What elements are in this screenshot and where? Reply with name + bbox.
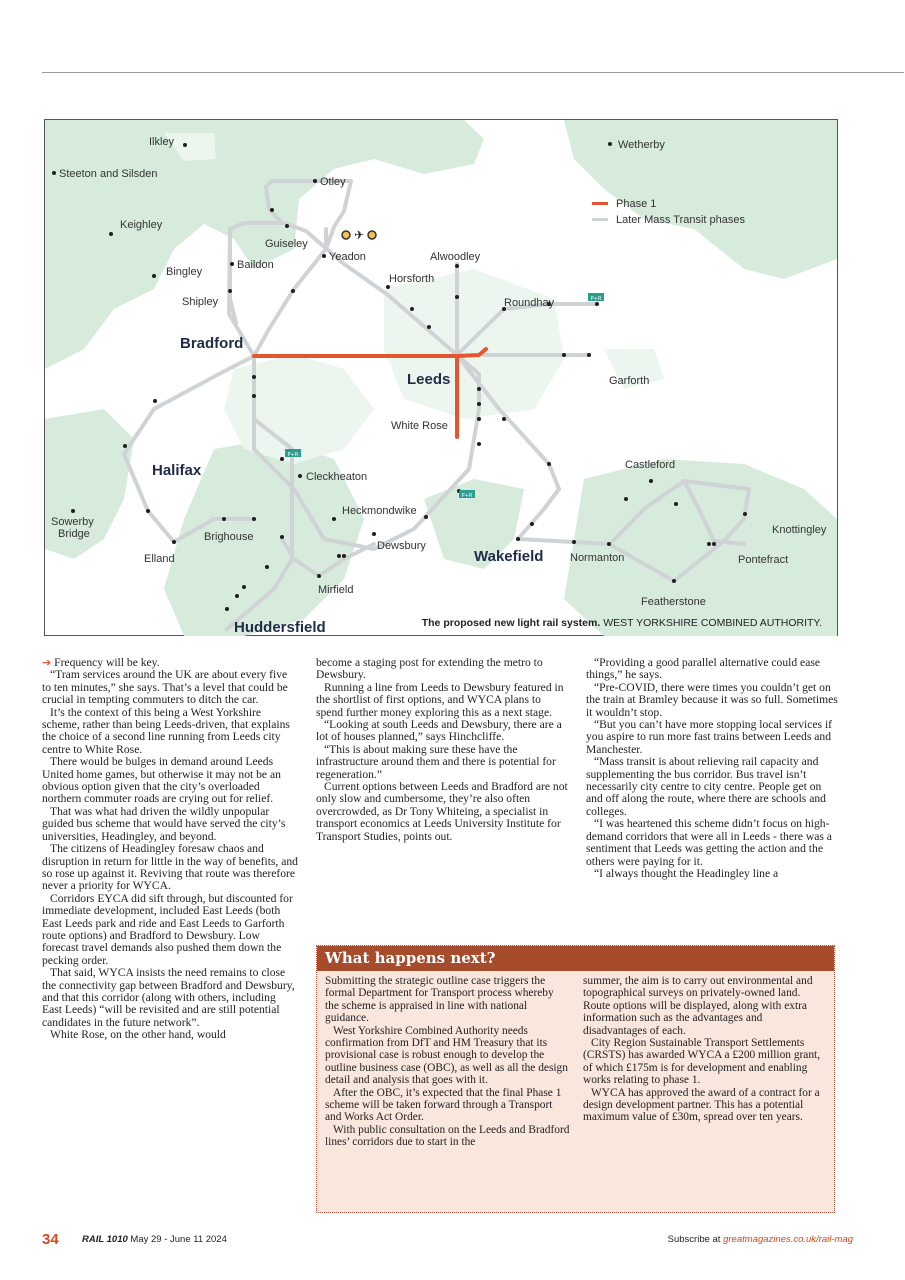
article-column-3 <box>586 657 838 880</box>
paragraph: With public consultation on the Leeds and Bradford lines’ corridors due to start in the <box>325 1123 570 1149</box>
paragraph: “Looking at south Leeds and Dewsbury, there are a lot of houses planned,” says Hinchcliffe. <box>316 718 562 744</box>
paragraph: “Providing a good parallel alternative could ease things,” he says. <box>586 656 820 682</box>
label-bradford: Bradford <box>180 335 244 352</box>
label-ilkley: Ilkley <box>149 136 175 148</box>
label-baildon: Baildon <box>237 259 274 271</box>
transit-map <box>44 119 838 636</box>
paragraph: There would be bulges in demand around Leeds United home games, but otherwise it may not be an obvious option given that the city’s overloaded northern commuter roads are crying out for relief. <box>42 755 281 806</box>
label-leeds: Leeds <box>407 371 451 388</box>
paragraph: After the OBC, it’s expected that the final Phase 1 scheme will be taken forward through a Transport and Works Act Order. <box>325 1086 562 1124</box>
paragraph: Corridors EYCA did sift through, but discounted for immediate development, included East Leeds (both East Leeds park and ride and East Leeds to Garforth route options) and Bradford to Dewsbury. Low forecast travel demands also pushed them down the pecking order. <box>42 891 293 967</box>
article-column-2 <box>316 657 570 843</box>
label-huddersfield: Huddersfield <box>234 619 326 636</box>
paragraph: WYCA has approved the award of a contract for a design development partner. This has a potential maximum value of £30m, spread over ten years. <box>583 1086 820 1124</box>
label-keighley: Keighley <box>120 219 163 231</box>
label-featherstone: Featherstone <box>641 596 706 608</box>
label-dewsbury: Dewsbury <box>377 540 426 552</box>
box-title: What happens next? <box>317 946 834 971</box>
paragraph: become a staging post for extending the metro to Dewsbury. <box>316 656 543 682</box>
continuation-arrow-icon: ➔ <box>42 656 52 669</box>
paragraph: summer, the aim is to carry out environmental and topographical surveys on privately-owned land. Route options will be displayed, along with extra information such as the advantages and disadvantages of each. <box>583 975 813 1037</box>
box-column-1 <box>325 975 570 1149</box>
paragraph: The citizens of Headingley foresaw chaos and disruption in return for little in the way of benefits, and so rose up against it. Reviving that route was therefore never a priority for WYCA. <box>42 842 298 893</box>
label-yeadon: Yeadon <box>329 251 366 263</box>
label-alwoodley: Alwoodley <box>430 251 481 263</box>
paragraph: “I was heartened this scheme didn’t focus on high-demand corridors that were all in Leeds - there was a sentiment that Leeds was getting the action and the others were paying for it. <box>586 817 832 868</box>
box-column-2 <box>583 975 828 1124</box>
subscribe-line <box>668 1234 853 1245</box>
subscribe-link[interactable]: greatmagazines.co.uk/rail-mag <box>723 1234 853 1245</box>
label-knottingley: Knottingley <box>772 524 827 536</box>
paragraph: City Region Sustainable Transport Settlements (CRSTS) has awarded WYCA a £200 million grant, of which £175m is for development and enabling works relating to phase 1. <box>583 1037 821 1087</box>
paragraph: “Pre-COVID, there were times you couldn’t get on the train at Bramley because it was so full. Sometimes it wouldn’t stop. <box>586 680 838 719</box>
label-wetherby: Wetherby <box>618 139 665 151</box>
paragraph: “Mass transit is about relieving rail capacity and supplementing the bus corridor. Bus travel isn’t necessarily city centre to city centre. People get on and off along the route, where there are schools and colleges. <box>586 755 826 818</box>
park-and-ride-badge <box>459 490 475 499</box>
legend-later-phases: Later Mass Transit phases <box>616 214 746 226</box>
paragraph: Frequency will be key. <box>54 656 160 669</box>
paragraph: That said, WYCA insists the need remains to close the connectivity gap between Bradford and Dewsbury, and that this corridor (along with others, including East Leeds) “will be revisited and are still potential candidates in the future network”. <box>42 966 295 1029</box>
svg-text:P+R: P+R <box>590 296 602 302</box>
svg-text:✈: ✈ <box>353 228 365 242</box>
label-halifax: Halifax <box>152 462 202 479</box>
paragraph: Current options between Leeds and Bradford are not only slow and cumbersome, they’re also often overcrowded, as Dr Tony Whiteing, a specialist in transport economics at Leeds University Institute for Transport Studies, points out. <box>316 780 568 843</box>
label-bingley: Bingley <box>166 266 203 278</box>
paragraph: “But you can’t have more stopping local services if you aspire to run more fast trains between Leeds and Manchester. <box>586 718 833 756</box>
label-wakefield: Wakefield <box>474 548 544 565</box>
top-rule <box>42 72 904 73</box>
label-shipley: Shipley <box>182 296 219 308</box>
label-guiseley: Guiseley <box>265 238 308 250</box>
label-garforth: Garforth <box>609 375 650 387</box>
issue-date: May 29 - June 11 2024 <box>130 1234 227 1245</box>
label-brighouse: Brighouse <box>204 531 254 543</box>
label-mirfield: Mirfield <box>318 584 354 596</box>
map-caption: The proposed new light rail system. WEST YORKSHIRE COMBINED AUTHORITY. <box>421 617 822 629</box>
label-normanton: Normanton <box>570 552 625 564</box>
label-heckmondwike: Heckmondwike <box>342 505 417 517</box>
paragraph: West Yorkshire Combined Authority needs confirmation from DfT and HM Treasury that its provisional case is robust enough to develop the outline business case (OBC), as well as all the design detail and analysis that goes with it. <box>325 1024 568 1087</box>
label-white-rose: White Rose <box>391 420 448 432</box>
paragraph: It’s the context of this being a West Yorkshire scheme, rather than being Leeds-driven, that explains the choice of a second line running from Leeds city centre to White Rose. <box>42 705 290 756</box>
article-column-1 <box>42 657 298 1042</box>
label-elland: Elland <box>144 553 175 565</box>
legend-phase-1: Phase 1 <box>616 198 657 210</box>
label-pontefract: Pontefract <box>738 554 789 566</box>
magazine-title: RAIL 1010 <box>82 1234 128 1245</box>
subscribe-text: Subscribe at <box>667 1234 721 1245</box>
label-roundhay: Roundhay <box>504 297 555 309</box>
what-happens-next-box <box>316 945 835 1213</box>
paragraph: White Rose, on the other hand, would <box>50 1028 226 1042</box>
label-cleckheaton: Cleckheaton <box>306 471 368 483</box>
label-otley: Otley <box>320 176 346 188</box>
paragraph: That was what had driven the wildly unpopular guided bus scheme that would have served the city’s universities, Headingley, and beyond. <box>42 804 286 843</box>
label-horsforth: Horsforth <box>389 273 435 285</box>
paragraph: Running a line from Leeds to Dewsbury featured in the shortlist of first options, and WYCA plans to spend further money exploring this as a next stage. <box>316 680 564 719</box>
label-sowerby-2: Bridge <box>58 528 90 540</box>
park-and-ride-badge <box>285 449 301 458</box>
svg-text:P+R: P+R <box>461 493 473 499</box>
svg-text:P+R: P+R <box>287 452 299 458</box>
paragraph: “Tram services around the UK are about every five to ten minutes,” she says. That’s a level that could be crucial in tempting commuters to ditch the car. <box>42 668 288 707</box>
label-sowerby-1: Sowerby <box>51 516 94 528</box>
paragraph: Submitting the strategic outline case triggers the formal Department for Transport process whereby the scheme is appraised in line with national guidance. <box>325 975 554 1025</box>
paragraph: “This is about making sure these have the infrastructure around them and there is potential for regeneration.” <box>316 742 556 781</box>
page-number: 34 <box>42 1231 59 1248</box>
label-steeton: Steeton and Silsden <box>59 168 158 180</box>
park-and-ride-badge <box>588 293 604 302</box>
issue-info <box>82 1234 227 1245</box>
label-castleford: Castleford <box>625 459 676 471</box>
paragraph: “I always thought the Headingley line a <box>594 866 779 880</box>
